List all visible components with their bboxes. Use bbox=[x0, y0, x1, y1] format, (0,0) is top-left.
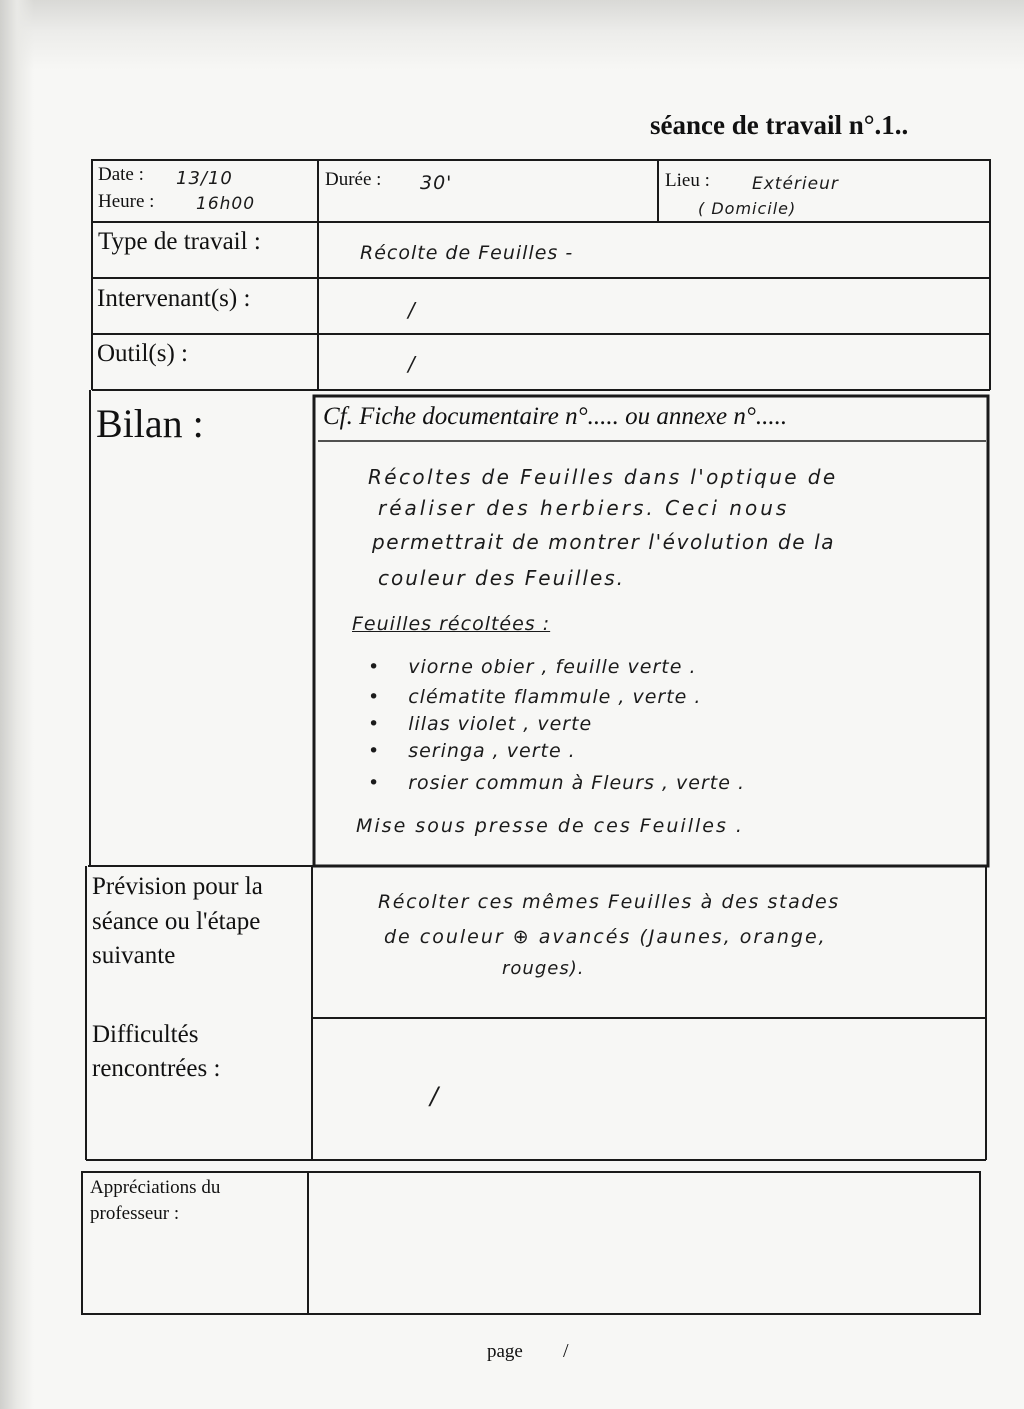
heure-label: Heure : bbox=[98, 191, 155, 212]
lieu-value-2: ( Domicile) bbox=[698, 199, 797, 218]
bullet-icon: • bbox=[368, 656, 381, 678]
lieu-value-1: Extérieur bbox=[752, 174, 839, 194]
bilan-list-title: Feuilles récoltées : bbox=[352, 613, 551, 635]
list-item bbox=[368, 772, 745, 794]
prevision-label-line-3: suivante bbox=[92, 942, 176, 969]
bilan-closing: Mise sous presse de ces Feuilles . bbox=[356, 815, 744, 837]
difficultes-value: / bbox=[430, 1082, 440, 1110]
duree-value: 30' bbox=[420, 172, 453, 194]
bilan-line-4: couleur des Feuilles. bbox=[378, 566, 626, 590]
page-separator: / bbox=[563, 1340, 569, 1362]
page-label: page bbox=[487, 1341, 523, 1362]
prevision-label-line-1: Prévision pour la bbox=[92, 873, 263, 900]
intervenants-label: Intervenant(s) : bbox=[97, 285, 251, 312]
bilan-reference: Cf. Fiche documentaire n°..... ou annexe n°..... bbox=[323, 403, 788, 430]
list-item bbox=[368, 713, 592, 735]
difficultes-label-line-2: rencontrées : bbox=[92, 1055, 221, 1082]
appreciations-label-line-2: professeur : bbox=[90, 1203, 180, 1224]
list-item bbox=[368, 686, 701, 708]
list-item-text: seringa , verte . bbox=[408, 740, 576, 762]
bullet-icon: • bbox=[368, 686, 381, 708]
list-item-text: rosier commun à Fleurs , verte . bbox=[408, 772, 745, 794]
appreciations-label-line-1: Appréciations du bbox=[90, 1177, 221, 1198]
outils-label: Outil(s) : bbox=[97, 340, 188, 367]
prevision-label-line-2: séance ou l'étape bbox=[92, 908, 261, 935]
list-item-text: viorne obier , feuille verte . bbox=[408, 656, 697, 678]
prevision-line-3: rouges). bbox=[502, 958, 585, 979]
date-value: 13/10 bbox=[176, 168, 233, 189]
lieu-label: Lieu : bbox=[665, 170, 710, 191]
difficultes-label-line-1: Difficultés bbox=[92, 1021, 199, 1048]
prevision-line-2: de couleur ⊕ avancés (Jaunes, orange, bbox=[384, 926, 827, 948]
bullet-icon: • bbox=[368, 713, 381, 735]
list-item bbox=[368, 656, 696, 678]
heure-value: 16h00 bbox=[196, 194, 256, 214]
intervenants-value: / bbox=[408, 298, 416, 322]
type-travail-value: Récolte de Feuilles - bbox=[360, 242, 574, 264]
bilan-line-3: permettrait de montrer l'évolution de la bbox=[372, 530, 836, 554]
bilan-line-2: réaliser des herbiers. Ceci nous bbox=[378, 496, 790, 520]
type-travail-label: Type de travail : bbox=[98, 228, 261, 255]
date-label: Date : bbox=[98, 164, 144, 185]
bilan-line-1: Récoltes de Feuilles dans l'optique de bbox=[368, 465, 838, 489]
bullet-icon: • bbox=[368, 740, 381, 762]
outils-value: / bbox=[408, 352, 416, 376]
list-item-text: clématite flammule , verte . bbox=[408, 686, 702, 708]
session-title: séance de travail n°.1.. bbox=[650, 110, 909, 140]
prevision-line-1: Récolter ces mêmes Feuilles à des stades bbox=[378, 891, 840, 913]
list-item bbox=[368, 740, 576, 762]
bullet-icon: • bbox=[368, 772, 381, 794]
list-item-text: lilas violet , verte bbox=[408, 713, 593, 735]
duree-label: Durée : bbox=[325, 169, 382, 190]
bilan-label: Bilan : bbox=[96, 401, 204, 446]
